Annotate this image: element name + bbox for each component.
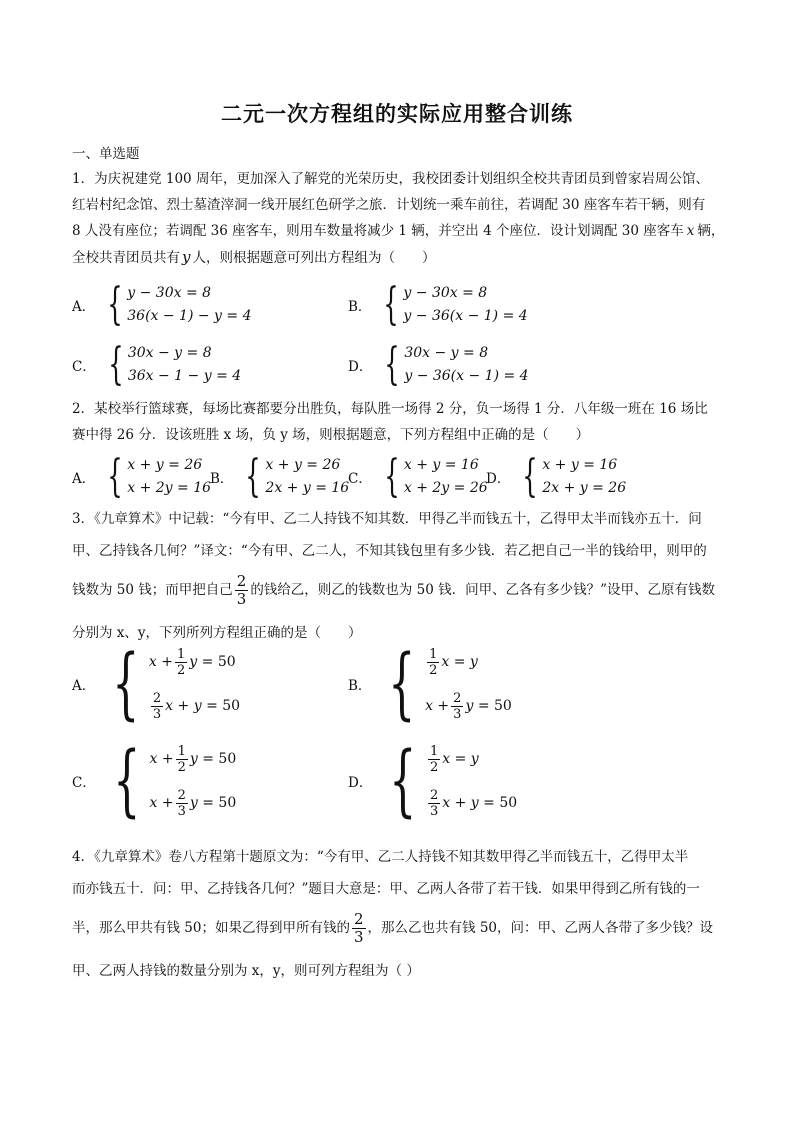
q2-option-a[interactable]: A． { x + y = 26 x + 2y = 16 [72, 451, 212, 502]
option-label: D． [486, 471, 511, 487]
equation: $\frac{2}{3}$ x + y = 50 [152, 690, 241, 722]
equation: y − 36(x − 1) = 4 [403, 308, 528, 324]
option-label: C． [348, 471, 372, 487]
question-3-stem [72, 506, 724, 646]
question-3-line [72, 568, 724, 612]
question-4-line: 甲、乙两人持钱的数量分别为 x，y，则可列方程组为（ ） [72, 963, 420, 979]
q3-option-a[interactable]: A． { x + $\frac{1}{2}$ y = 50 $\frac{2}{3}$ x + y = 50 [72, 639, 241, 729]
equation: x + y = 16 [542, 457, 618, 473]
question-1-text: 8 人没有座位；若调配 36 座客车，则用车数量将减少 1 辆，并空出 4 个座位．设计划调配 30 座客车 [72, 223, 684, 239]
q2-option-c[interactable]: C． { x + y = 16 x + 2y = 26 [348, 451, 488, 502]
equation: x + y = 26 [265, 457, 341, 473]
equation: x + 2y = 26 [403, 480, 488, 496]
document-title: 二元一次方程组的实际应用整合训练 [221, 101, 573, 126]
question-1-stem [72, 166, 724, 270]
option-label: D． [348, 775, 373, 791]
equation: 2x + y = 26 [542, 480, 627, 496]
question-1-line [72, 244, 724, 270]
equation: $\frac{2}{3}$ x + y = 50 [429, 787, 518, 819]
var-x: x [686, 223, 695, 239]
equation: y − 30x = 8 [403, 285, 488, 301]
q3-option-d[interactable]: D． { $\frac{1}{2}$ x = y $\frac{2}{3}$ x + y = 50 [348, 736, 518, 826]
question-2-line: 2．某校举行篮球赛，每场比赛都要分出胜负，每队胜一场得 2 分，负一场得 1 分．八年级一班在 16 场比 [72, 401, 708, 417]
option-label: A． [72, 471, 96, 487]
question-2-line: 赛中得 26 分．设该班胜 x 场，负 y 场，则根据题意，下列方程组中正确的是（ ） [72, 427, 590, 443]
equation: $\frac{1}{2}$ x = y [429, 743, 479, 775]
equation: y − 36(x − 1) = 4 [404, 368, 529, 384]
question-4-text: 半，那么甲共有钱 50；如果乙得到甲所有钱的 [72, 920, 350, 936]
question-4-text: ，那么乙也共有钱 50，问：甲、乙两人各带了多少钱？设 [367, 920, 713, 936]
equation: 36x − 1 − y = 4 [127, 368, 242, 384]
fraction-two-thirds: $\frac{2}{3}$ [353, 910, 364, 946]
option-label: C． [72, 775, 96, 791]
option-label: B． [210, 471, 234, 487]
question-4-line: 4．《九章算术》卷八方程第十题原文为：“今有甲、乙二人持钱不知其数甲得乙半而钱五十，乙得甲太半 [72, 849, 689, 865]
equation: x + y = 16 [403, 457, 479, 473]
question-3-text: 钱数为 50 钱；而甲把自己 [72, 582, 233, 598]
equation: y − 30x = 8 [127, 285, 212, 301]
q2-option-b[interactable]: B． { x + y = 26 2x + y = 16 [210, 451, 350, 502]
question-1-text: 全校共青团员共有 [72, 250, 180, 266]
question-1-tail: 人，则根据题意可列出方程组为（ ） [192, 250, 436, 266]
question-1-line [72, 218, 724, 244]
fraction-two-thirds: $\frac{2}{3}$ [236, 572, 247, 608]
question-4-line: 而亦钱五十．问：甲、乙持钱各几何？”题目大意是：甲、乙两人各带了若干钱．如果甲得到乙所有钱的一 [72, 881, 700, 897]
option-label: C． [72, 359, 96, 375]
option-label: D． [348, 359, 373, 375]
question-1-unit: 辆， [697, 223, 725, 239]
question-1-line: 1．为庆祝建党 100 周年，更加深入了解党的光荣历史，我校团委计划组织全校共青团员到曾家岩周公馆、 [72, 171, 709, 187]
option-label: B． [348, 299, 372, 315]
q2-option-d[interactable]: D． { x + y = 16 2x + y = 26 [486, 451, 627, 502]
question-3-line: 分别为 x、y，下列所列方程组正确的是（ ） [72, 625, 362, 641]
question-1-line: 红岩村纪念馆、烈士墓渣滓洞一线开展红色研学之旅．计划统一乘车前往，若调配 30 座客车若干辆，则有 [72, 197, 706, 213]
equation: x + 2y = 16 [127, 480, 212, 496]
q3-option-c[interactable]: C． { x + $\frac{1}{2}$ y = 50 x + $\frac{2}{3}$ y = 50 [72, 736, 237, 826]
q3-option-b[interactable]: B． { $\frac{1}{2}$ x = y x + $\frac{2}{3}$ y = 50 [348, 639, 512, 729]
equation: x + y = 26 [127, 457, 203, 473]
q1-option-d[interactable]: D． { 30x − y = 8 y − 36(x − 1) = 4 [348, 339, 529, 390]
equation: $\frac{1}{2}$ x = y [429, 646, 478, 678]
equation: x + $\frac{1}{2}$ y = 50 [149, 743, 237, 775]
equation: x + $\frac{2}{3}$ y = 50 [149, 787, 237, 819]
equation: 36(x − 1) − y = 4 [127, 308, 252, 324]
question-4-line [72, 906, 724, 950]
q1-option-a[interactable]: A． { y − 30x = 8 36(x − 1) − y = 4 [72, 279, 252, 330]
question-3-line: 3．《九章算术》中记载：“今有甲、乙二人持钱不知其数．甲得乙半而钱五十，乙得甲太半而钱亦五十．问 [72, 511, 702, 527]
equation: 30x − y = 8 [127, 345, 212, 361]
equation: 2x + y = 16 [265, 480, 350, 496]
equation: 30x − y = 8 [404, 345, 489, 361]
option-label: A． [72, 299, 96, 315]
option-label: A． [72, 678, 96, 694]
question-2-stem [72, 396, 724, 448]
q1-option-c[interactable]: C． { 30x − y = 8 36x − 1 − y = 4 [72, 339, 242, 390]
equation: x + $\frac{1}{2}$ y = 50 [148, 646, 236, 678]
section-heading: 一、单选题 [72, 146, 140, 162]
question-4-stem [72, 844, 724, 984]
equation: x + $\frac{2}{3}$ y = 50 [425, 690, 512, 722]
var-y: y [182, 248, 191, 266]
question-3-text: 的钱给乙，则乙的钱数也为 50 钱．问甲、乙各有多少钱？”设甲、乙原有钱数 [250, 582, 715, 598]
q1-option-b[interactable]: B． { y − 30x = 8 y − 36(x − 1) = 4 [348, 279, 528, 330]
question-3-line: 甲、乙持钱各几何？”译文：“今有甲、乙二人，不知其钱包里有多少钱．若乙把自己一半的钱给甲，则甲的 [72, 543, 707, 559]
option-label: B． [348, 678, 372, 694]
